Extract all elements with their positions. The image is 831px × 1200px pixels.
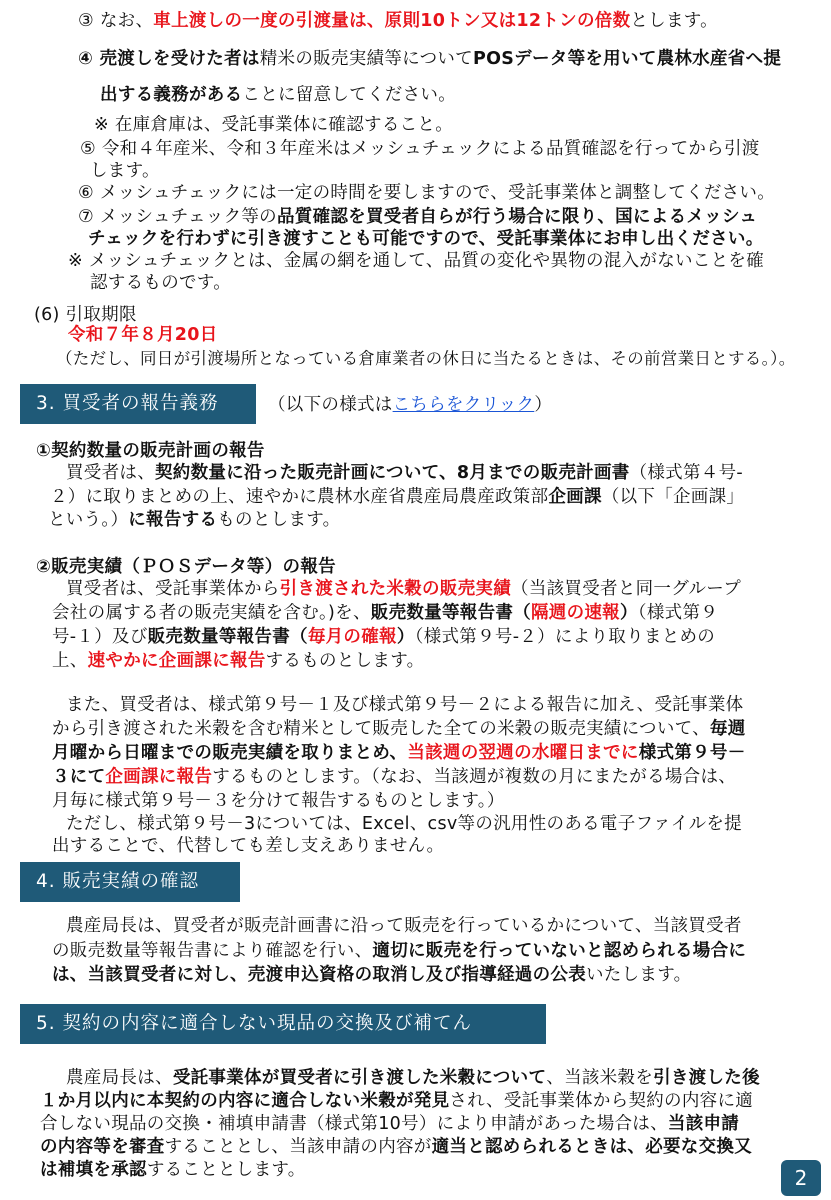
section-5-line-5: は補填を承認することとします。 <box>40 1160 306 1180</box>
report-3-line-7: 出することで、代替しても差し支えありません。 <box>52 836 445 856</box>
report-1-line-3: という。）に報告するものとします。 <box>48 510 341 530</box>
note-5: ⑤ 令和４年産米、令和３年産米はメッシュチェックによる品質確認を行ってから引渡 <box>80 139 760 159</box>
section-5-line-3: 合しない現品の交換・補填申請書（様式第10号）により申請があった場合は、当該申請 <box>40 1114 740 1134</box>
section-3-header: 3. 買受者の報告義務 <box>20 384 256 424</box>
report-3-line-6: ただし、様式第９号－3については、Excel、csv等の汎用性のある電子ファイルを提 <box>66 814 742 834</box>
section-5-line-1: 農産局長は、受託事業体が買受者に引き渡した米穀について、当該米穀を引き渡した後 <box>66 1068 760 1088</box>
note-4: ④ 売渡しを受けた者は精米の販売実績等についてPOSデータ等を用いて農林水産省へ提 <box>78 49 782 69</box>
note-mesh-cont: 認するものです。 <box>90 273 231 293</box>
note-mesh: ※ メッシュチェックとは、金属の網を通して、品質の変化や異物の混入がないことを確 <box>68 251 764 271</box>
note-warehouse: ※ 在庫倉庫は、受託事業体に確認すること。 <box>94 115 454 135</box>
report-3-line-4: ３にて企画課に報告するものとします。（なお、当該週が複数の月にまたがる場合は、 <box>52 767 737 787</box>
page-number-badge: 2 <box>781 1160 821 1196</box>
report-2-line-4: 上、速やかに企画課に報告するものとします。 <box>52 651 425 671</box>
section-4-header: 4. 販売実績の確認 <box>20 862 240 902</box>
report-3-line-3: 月曜から日曜までの販売実績を取りまとめ、当該週の翌週の水曜日までに様式第９号－ <box>52 743 746 763</box>
note-7: ⑦ メッシュチェック等の品質確認を買受者自らが行う場合に限り、国によるメッシュ <box>78 207 758 227</box>
report-3-line-2: から引き渡された米穀を含む精米として販売した全ての米穀の販売実績について、毎週 <box>52 719 746 739</box>
section-5-line-2: １か月以内に本契約の内容に適合しない米穀が発見され、受託事業体から契約の内容に適 <box>40 1091 754 1111</box>
section-4-line-1: 農産局長は、買受者が販売計画書に沿って販売を行っているかについて、当該買受者 <box>66 916 742 936</box>
note-4-cont: 出する義務があることに留意してください。 <box>100 85 457 105</box>
section-5-line-4: の内容等を審査することとし、当該申請の内容が適当と認められるときは、必要な交換又 <box>40 1137 753 1157</box>
note-3: ③ なお、車上渡しの一度の引渡量は、原則10トン又は12トンの倍数とします。 <box>78 11 718 31</box>
report-1-line-2: ２）に取りまとめの上、速やかに農林水産省農産局農産政策部企画課（以下「企画課」 <box>50 487 745 507</box>
section-5-header: 5. 契約の内容に適合しない現品の交換及び補てん <box>20 1004 546 1044</box>
note-7-cont: チェックを行わずに引き渡すことも可能ですので、受託事業体にお申し出ください。 <box>88 229 764 249</box>
deadline-note: （ただし、同日が引渡場所となっている倉庫業者の休日に当たるときは、その前営業日とする。）。 <box>56 349 796 368</box>
report-3-line-5: 月毎に様式第９号－３を分けて報告するものとします。） <box>52 791 505 811</box>
report-1-heading: ①契約数量の販売計画の報告 <box>36 441 265 461</box>
forms-aside: （以下の様式はこちらをクリック） <box>268 395 553 415</box>
report-2-heading: ②販売実績（ＰＯＳデータ等）の報告 <box>36 557 336 577</box>
report-2-line-1: 買受者は、受託事業体から引き渡された米穀の販売実績（当該買受者と同一グループ <box>66 579 742 599</box>
note-5-cont: します。 <box>90 161 160 181</box>
forms-link[interactable]: こちらをクリック <box>392 395 535 415</box>
report-3-line-1: また、買受者は、様式第９号－１及び様式第９号－２による報告に加え、受託事業体 <box>66 695 744 715</box>
report-2-line-3: 号-１）及び販売数量等報告書（毎月の確報）（様式第９号-２）により取りまとめの <box>52 627 716 647</box>
deadline-heading: (6) 引取期限 <box>34 305 137 325</box>
note-6: ⑥ メッシュチェックには一定の時間を要しますので、受託事業体と調整してください。 <box>78 183 776 203</box>
report-1-line-1: 買受者は、契約数量に沿った販売計画について、8月までの販売計画書（様式第４号- <box>66 463 743 483</box>
section-4-line-3: は、当該買受者に対し、売渡申込資格の取消し及び指導経過の公表いたします。 <box>52 965 692 985</box>
section-4-line-2: の販売数量等報告書により確認を行い、適切に販売を行っていないと認められる場合に <box>52 941 747 961</box>
report-2-line-2: 会社の属する者の販売実績を含む。)を、販売数量等報告書（隔週の速報）（様式第９ <box>52 603 719 623</box>
deadline-date: 令和７年８月20日 <box>68 325 218 345</box>
